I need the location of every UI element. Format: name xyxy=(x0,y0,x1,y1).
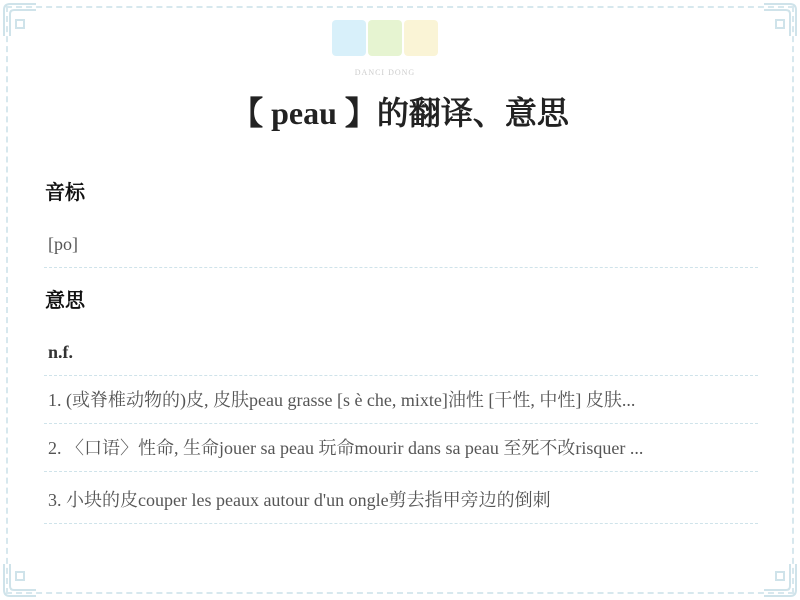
part-of-speech: n.f. xyxy=(44,328,758,376)
logo-block xyxy=(368,20,402,56)
logo-block xyxy=(332,20,366,56)
site-logo xyxy=(330,20,440,80)
corner-ornament-icon xyxy=(0,0,40,40)
corner-ornament-icon xyxy=(760,560,800,600)
definition-item: 1. (或脊椎动物的)皮, 皮肤peau grasse [s è che, mixte]油性 [干性, 中性] 皮肤... xyxy=(44,376,758,424)
definition-item: 2. 〈口语〉性命, 生命jouer sa peau 玩命mourir dans sa peau 至死不改risquer ... xyxy=(44,424,758,472)
meaning-heading: 意思 xyxy=(45,288,85,312)
phonetic-heading: 音标 xyxy=(45,180,85,204)
logo-subtext: DANCI DONG xyxy=(354,68,416,77)
corner-ornament-icon xyxy=(760,0,800,40)
definition-item: 3. 小块的皮couper les peaux autour d'un ongle剪去指甲旁边的倒刺 xyxy=(44,476,758,524)
logo-block xyxy=(404,20,438,56)
phonetic-value: [po] xyxy=(44,220,758,268)
corner-ornament-icon xyxy=(0,560,40,600)
page-title: 【 peau 】的翻译、意思 xyxy=(231,95,569,131)
